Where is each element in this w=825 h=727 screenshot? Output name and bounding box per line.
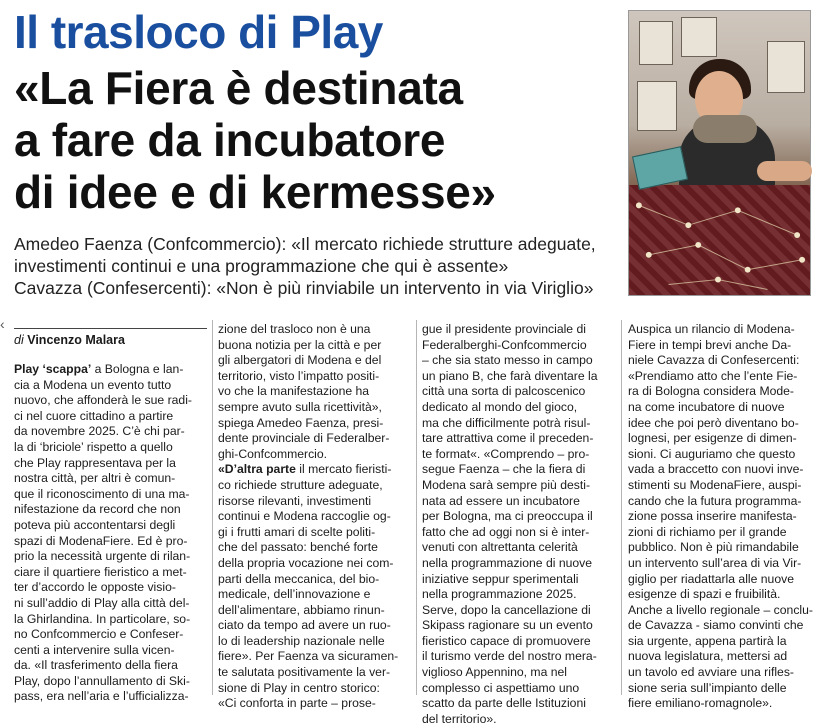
column-line: ra di Bologna considera Mode- bbox=[628, 384, 794, 399]
column-line: risorse rilevanti, investimenti bbox=[218, 493, 372, 508]
column-line: co richiede strutture adeguate, bbox=[218, 477, 383, 492]
column-line: ma che difficilmente potrà risul- bbox=[422, 415, 591, 430]
column-line: de Cavazza - siamo convinti che bbox=[628, 618, 804, 633]
column-line: città una sorta di palcoscenico bbox=[422, 384, 586, 399]
column-line: dell’alimentare, abbiamo rinun- bbox=[218, 602, 385, 617]
column-line: segue Faenza – che la fiera di bbox=[422, 462, 586, 477]
column-line bbox=[218, 462, 413, 478]
column-line: dente provinciale di Federalber- bbox=[218, 431, 390, 446]
article-column-2 bbox=[218, 322, 413, 712]
wall-poster bbox=[767, 41, 805, 93]
column-line: «Ci conforta in parte – prose- bbox=[218, 696, 376, 711]
column-line: territorio, visto l’impatto positi- bbox=[218, 368, 380, 383]
lead-in: Play ‘scappa’ bbox=[14, 362, 92, 376]
column-line: Auspica un rilancio di Modena- bbox=[628, 322, 795, 336]
column-divider bbox=[621, 320, 622, 695]
subhead-line: Cavazza (Confesercenti): «Non è più rinviabile un intervento in via Viriglio» bbox=[14, 278, 594, 298]
column-line: sioni. Ci auguriamo che questo bbox=[628, 446, 796, 461]
column-line: centi a intervenire sulla vicen- bbox=[14, 642, 175, 657]
column-line: nata ad essere un incubatore bbox=[422, 493, 580, 508]
column-line: – che sia stato messo in campo bbox=[422, 353, 593, 368]
wall-poster bbox=[637, 81, 677, 131]
column-line: Fiere in tempi brevi anche Da- bbox=[628, 337, 792, 352]
column-line: fieristico capace di promuovere bbox=[422, 633, 591, 648]
column-line: sione di Play in centro storico: bbox=[218, 680, 380, 695]
column-line: da. «Il trasferimento della fiera bbox=[14, 658, 178, 673]
column-line: prio la necessità urgente di rilan- bbox=[14, 549, 191, 564]
column-line: sempre avuto sulla ricettività», bbox=[218, 399, 382, 414]
column-line: «Prendiamo atto che l’ente Fie- bbox=[628, 368, 798, 383]
column-line bbox=[14, 362, 209, 378]
column-line: stimenti su ModenaFiere, auspi- bbox=[628, 477, 802, 492]
column-line: vo che la manifestazione ha bbox=[218, 384, 370, 399]
column-line: cia a Modena un evento tutto bbox=[14, 377, 172, 392]
column-line: parti della meccanica, del bio- bbox=[218, 571, 380, 586]
column-line: nuovo, che affonderà le sue radi- bbox=[14, 393, 192, 408]
column-line: que il riconoscimento di una ma- bbox=[14, 486, 190, 501]
lead-in: «D’altra parte bbox=[218, 462, 296, 477]
column-line: Play, dopo l’annullamento di Ski- bbox=[14, 673, 190, 688]
column-line: fiere». Per Faenza va sicuramen- bbox=[218, 649, 399, 664]
column-line: nostra città, per altri è comun- bbox=[14, 471, 176, 486]
column-line: cando che la futura programma- bbox=[628, 493, 802, 508]
column-line: zione del trasloco non è una bbox=[218, 322, 371, 336]
column-line: te salutata positivamente la ver- bbox=[218, 665, 391, 680]
column-line: nifestazione da record che non bbox=[14, 502, 181, 517]
wall-poster bbox=[681, 17, 717, 57]
subhead-line: investimenti continui e una programmazione che qui è assente» bbox=[14, 256, 509, 276]
column-line: te format«. «Comprendo – pro- bbox=[422, 446, 590, 461]
column-line: per Bologna, ma ci preoccupa il bbox=[422, 509, 593, 524]
column-line: da novembre 2025. C’è chi par- bbox=[14, 424, 185, 439]
scarf bbox=[693, 115, 757, 143]
column-line: gue il presidente provinciale di bbox=[422, 322, 586, 336]
column-line: medicale, dell’innovazione e bbox=[218, 587, 371, 602]
column-line: Skipass ragionare su un evento bbox=[422, 618, 593, 633]
headline-line: «La Fiera è destinata bbox=[14, 62, 463, 114]
headline bbox=[14, 62, 614, 218]
column-line: nella programmazione 2025. bbox=[422, 587, 577, 602]
hand bbox=[757, 161, 812, 181]
column-line: sia urgente, appena partirà la bbox=[628, 633, 787, 648]
column-line: poteva più accontentarsi degli bbox=[14, 517, 176, 532]
column-line: il turismo verde del nostro mera- bbox=[422, 649, 597, 664]
column-line: lognesi, per esigenze di dimen- bbox=[628, 431, 797, 446]
column-line: ghi-Confcommercio. bbox=[218, 446, 328, 461]
column-line: spiega Amedeo Faenza, presi- bbox=[218, 415, 384, 430]
column-line: un piano B, che farà diventare la bbox=[422, 368, 598, 383]
column-line: esigenze di spazi e fruibilità. bbox=[628, 587, 781, 602]
byline-prefix: di bbox=[14, 333, 24, 347]
column-line: na come incubatore di nuove bbox=[628, 399, 785, 414]
article-column-1 bbox=[14, 362, 209, 705]
column-line: che Play rappresentava per la bbox=[14, 455, 176, 470]
column-line: che del passato: benché forte bbox=[218, 540, 378, 555]
chevron-left-icon[interactable]: ‹ bbox=[0, 316, 5, 332]
column-line: del territorio». bbox=[422, 711, 497, 726]
column-line: gli albergatori di Modena e del bbox=[218, 353, 382, 368]
column-line: zione possa inserire manifesta- bbox=[628, 509, 797, 524]
column-line: scatto da parte delle Istituzioni bbox=[422, 696, 586, 711]
article-photo bbox=[628, 10, 811, 296]
column-line: tare attrattiva come il preceden- bbox=[422, 431, 594, 446]
column-line: buona notizia per la città e per bbox=[218, 337, 382, 352]
column-line: zioni di richiamo per il grande bbox=[628, 524, 787, 539]
article-column-4 bbox=[628, 322, 823, 712]
kicker-title: Il trasloco di Play bbox=[14, 6, 383, 58]
column-line: pubblico. Non è più rimandabile bbox=[628, 540, 799, 555]
article-column-3 bbox=[422, 322, 617, 727]
column-divider bbox=[212, 320, 213, 695]
column-line: gi i frutti amari di scelte politi- bbox=[218, 524, 376, 539]
headline-line: di idee e di kermesse» bbox=[14, 166, 496, 218]
column-line: pass, era nell’aria e l’ufficializza- bbox=[14, 689, 189, 704]
column-line: sione seria sull’impianto delle bbox=[628, 680, 787, 695]
column-line: nuova legislatura, mettersi ad bbox=[628, 649, 788, 664]
headline-line: a fare da incubatore bbox=[14, 114, 446, 166]
column-line: un intervento sull’area di via Vir- bbox=[628, 555, 802, 570]
column-line: ter d’accordo le opposte visio- bbox=[14, 580, 176, 595]
column-line: iniziative seppur sperimentali bbox=[422, 571, 579, 586]
subhead-line: Amedeo Faenza (Confcommercio): «Il mercato richiede strutture adeguate, bbox=[14, 234, 596, 254]
column-line: venuti con altrettanta celerità bbox=[422, 540, 578, 555]
column-line: idee che poi però diventano bo- bbox=[628, 415, 799, 430]
byline bbox=[14, 328, 207, 348]
column-line: niele Cavazza di Confesercenti: bbox=[628, 353, 800, 368]
column-divider bbox=[416, 320, 417, 695]
column-line: Federalberghi-Confcommercio bbox=[422, 337, 587, 352]
column-line: un tavolo ed avviare una rifles- bbox=[628, 665, 794, 680]
column-line: complesso ci aspettiamo uno bbox=[422, 680, 580, 695]
wall-poster bbox=[639, 21, 673, 65]
column-line: continui e Modena raccoglie og- bbox=[218, 509, 391, 524]
column-line: giglio per riadattarla alle nuove bbox=[628, 571, 794, 586]
column-line: nella programmazione di nuove bbox=[422, 555, 593, 570]
column-line: fatto che ad oggi non si è inter- bbox=[422, 524, 590, 539]
column-line: dedicato al mondo del gioco, bbox=[422, 399, 578, 414]
column-line: no Confcommercio e Confeser- bbox=[14, 627, 184, 642]
line-text: il mercato fieristi- bbox=[295, 462, 392, 477]
column-line: della propria vocazione nei com- bbox=[218, 555, 394, 570]
column-line: Serve, dopo la cancellazione di bbox=[422, 602, 591, 617]
column-line: fiere emiliano-romagnole». bbox=[628, 696, 773, 711]
column-line: ni sull’addio di Play alla città del- bbox=[14, 595, 190, 610]
column-line: ciare il quartiere fieristico a met- bbox=[14, 564, 187, 579]
line-text: a Bologna e lan- bbox=[91, 362, 184, 376]
column-line: spazi di ModenaFiere. Ed è pro- bbox=[14, 533, 188, 548]
subheadline bbox=[14, 233, 614, 299]
column-line: ci nel cuore cittadino a partire bbox=[14, 408, 174, 423]
byline-author: Vincenzo Malara bbox=[27, 333, 125, 347]
column-line: la di ‘briciole’ rispetto a quello bbox=[14, 439, 173, 454]
column-line: ciato da tempo ad avere un ruo- bbox=[218, 618, 391, 633]
column-line: Modena sarà sempre più desti- bbox=[422, 477, 591, 492]
column-line: viglioso Appennino, ma nel bbox=[422, 665, 567, 680]
board-pattern bbox=[629, 185, 810, 295]
column-line: vada a braccetto con nuovi inve- bbox=[628, 462, 804, 477]
column-line: lo di leadership nazionale nelle bbox=[218, 633, 385, 648]
column-line: la Ghirlandina. In particolare, so- bbox=[14, 611, 191, 626]
column-line: Anche a livello regionale – conclu- bbox=[628, 602, 813, 617]
